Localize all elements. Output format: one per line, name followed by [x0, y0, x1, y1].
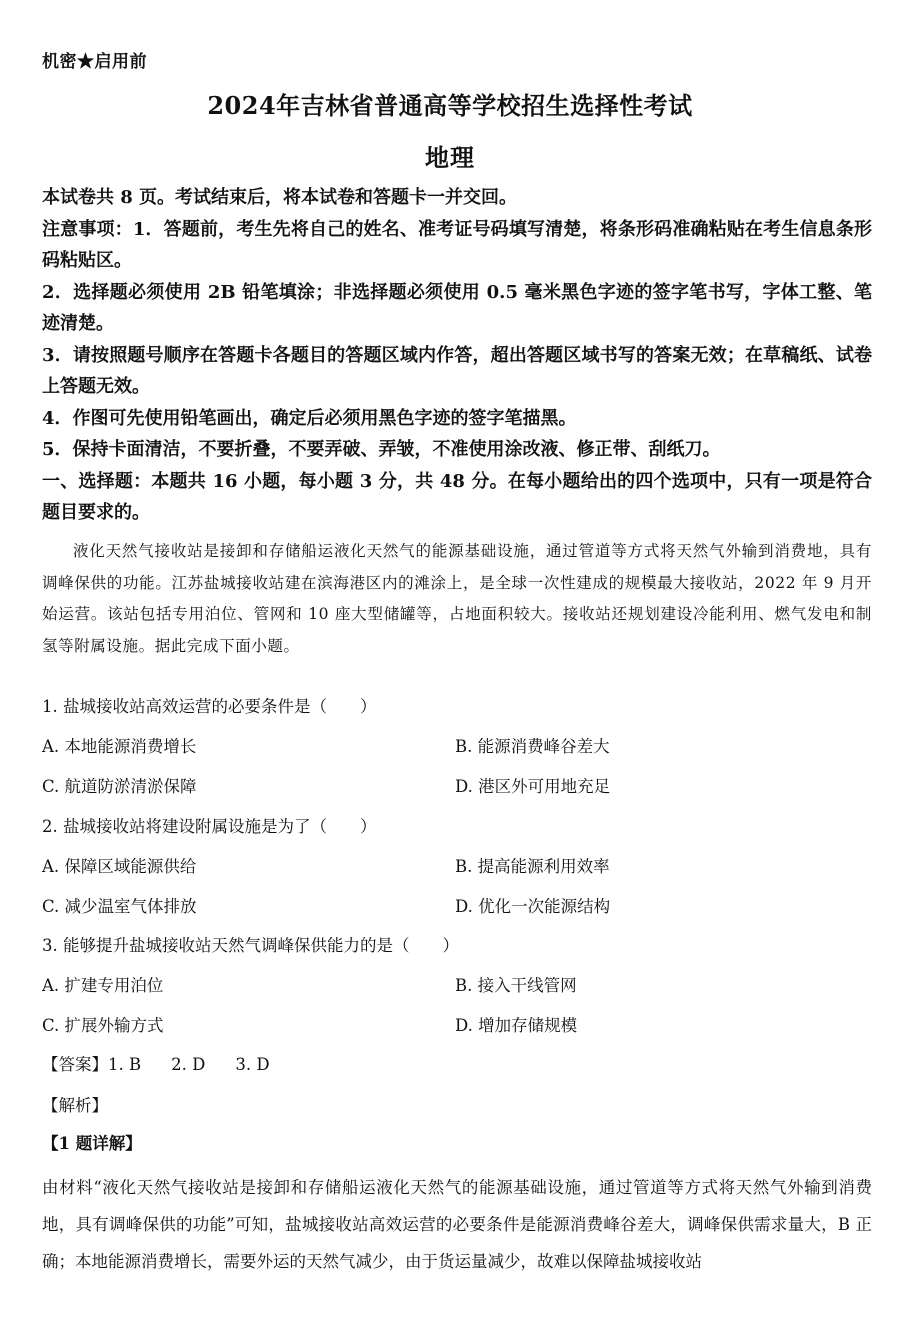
option-d: D. 港区外可用地充足 [455, 777, 611, 796]
option-b: B. 能源消费峰谷差大 [455, 737, 610, 756]
explanation-text: 由材料“液化天然气接收站是接卸和存储船运液化天然气的能源基础设施，通过管道等方式将天然气外输到消费地，具有调峰保供的功能”可知，盐城接收站高效运营的必要条件是能源消费峰谷差大，调峰保供需求量大，B 正确；本地能源消费增长，需要外运的天然气减少，由于货运量减少，故难以保障盐城接收站 [42, 1178, 872, 1271]
confidential-label: 机密★启用前 [42, 52, 147, 72]
option-a: A. 扩建专用泊位 [42, 976, 164, 995]
answer-2: 2. D [171, 1055, 206, 1074]
question-1 [42, 687, 872, 807]
option-a: A. 保障区域能源供给 [42, 857, 197, 876]
answer-key [42, 1048, 270, 1082]
detail-label: 【1 题详解】 [42, 1134, 142, 1153]
reading-passage: 液化天然气接收站是接卸和存储船运液化天然气的能源基础设施，通过管道等方式将天然气外输到消费地，具有调峰保供的功能。江苏盐城接收站建在滨海港区内的滩涂上，是全球一次性建成的规模最大接收站，2022 年 9 月开始运营。该站包括专用泊位、管网和 10 座大型储罐等，占地面积较大。接收站还规划建设冷能利用、燃气发电和制氢等附属设施。据此完成下面小题。 [42, 542, 872, 655]
question-stem: 3. 能够提升盐城接收站天然气调峰保供能力的是（ ） [42, 936, 459, 955]
instructions [42, 182, 872, 529]
subject-title: 地理 [425, 143, 475, 172]
question-stem: 1. 盐城接收站高效运营的必要条件是（ ） [42, 697, 377, 716]
answer-1: 1. B [108, 1055, 142, 1074]
option-c: C. 减少温室气体排放 [42, 897, 197, 916]
option-c: C. 扩展外输方式 [42, 1016, 164, 1035]
option-d: D. 优化一次能源结构 [455, 897, 611, 916]
instruction-line: 5．保持卡面清洁，不要折叠，不要弄破、弄皱，不准使用涂改液、修正带、刮纸刀。 [42, 439, 721, 460]
analysis-label: 【解析】 [42, 1096, 108, 1115]
section-heading: 一、选择题：本题共 16 小题，每小题 3 分，共 48 分。在每小题给出的四个选项中，只有一项是符合题目要求的。 [42, 470, 872, 523]
option-b: B. 接入干线管网 [455, 976, 577, 995]
question-stem: 2. 盐城接收站将建设附属设施是为了（ ） [42, 817, 377, 836]
instruction-line: 4．作图可先使用铅笔画出，确定后必须用黑色字迹的签字笔描黑。 [42, 407, 577, 429]
exam-title: 2024年吉林省普通高等学校招生选择性考试 [207, 91, 693, 120]
instruction-line: 3．请按照题号顺序在答题卡各题目的答题区域内作答，超出答题区域书写的答案无效；在草稿纸、试卷上答题无效。 [42, 344, 872, 397]
option-a: A. 本地能源消费增长 [42, 737, 197, 756]
instruction-line: 注意事项：1．答题前，考生先将自己的姓名、准考证号码填写清楚，将条形码准确粘贴在考生信息条形码粘贴区。 [42, 218, 872, 271]
answer-3: 3. D [235, 1055, 270, 1074]
answer-label: 【答案】 [42, 1055, 108, 1074]
option-c: C. 航道防淤清淤保障 [42, 777, 197, 796]
question-2 [42, 807, 872, 927]
question-3 [42, 926, 872, 1046]
instruction-line: 本试卷共 8 页。考试结束后，将本试卷和答题卡一并交回。 [42, 187, 518, 208]
option-b: B. 提高能源利用效率 [455, 857, 610, 876]
option-d: D. 增加存储规模 [455, 1016, 578, 1035]
instruction-line: 2．选择题必须使用 2B 铅笔填涂；非选择题必须使用 0.5 毫米黑色字迹的签字笔书写，字体工整、笔迹清楚。 [42, 281, 872, 334]
